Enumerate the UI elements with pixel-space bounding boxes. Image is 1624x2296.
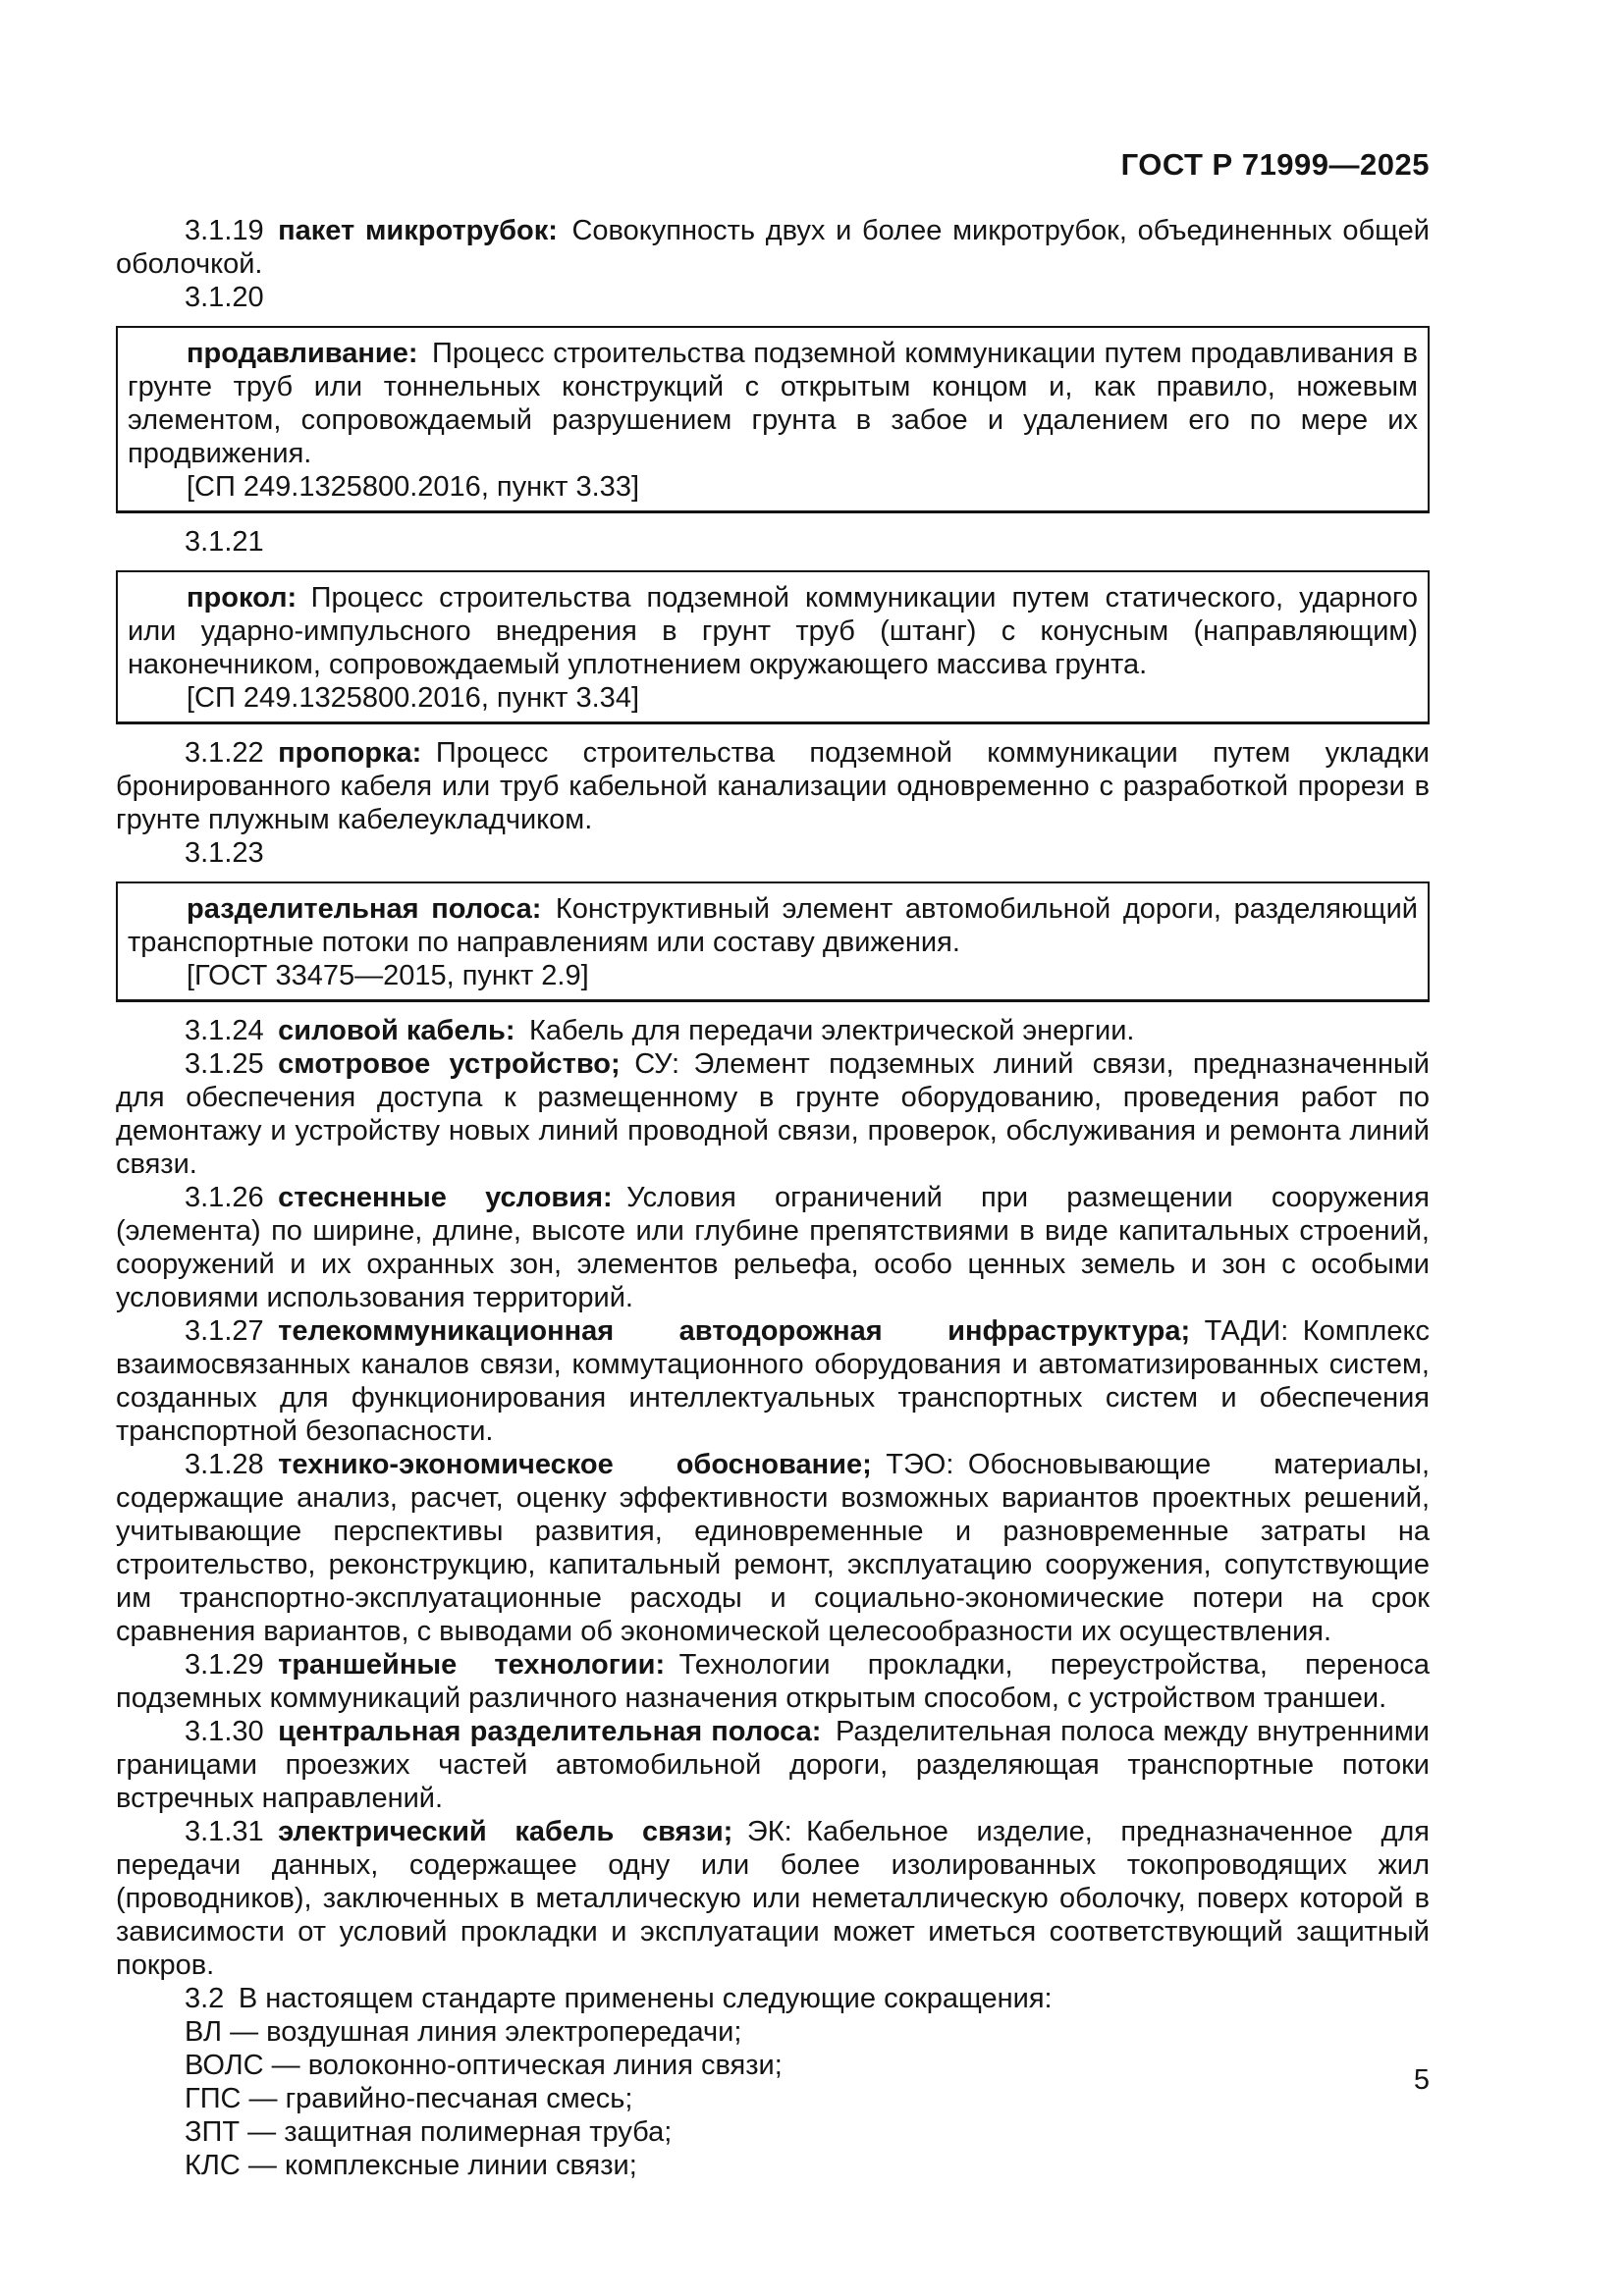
term-bold: траншейные технологии: [278, 1649, 666, 1681]
page-number: 5 [1413, 2064, 1430, 2096]
text-run: 3.1.28 [185, 1449, 279, 1480]
clause-3-1-28 [116, 1448, 1430, 1648]
abbreviation-vols [116, 2049, 1430, 2082]
clause-3-1-19 [116, 214, 1430, 281]
term-bold: пропорка: [278, 737, 422, 769]
text-run: 3.1.24 [185, 1015, 279, 1046]
definition-box-prodavlivanie [116, 326, 1430, 513]
clause-3-1-29 [116, 1648, 1430, 1715]
text-run: Конструктивный элемент автомобильной дороги, разделяющий транспортные потоки по направлениям или составу движения. [128, 893, 1418, 958]
clause-3-1-27 [116, 1314, 1430, 1448]
definition-text [128, 581, 1418, 681]
text-run: ВОЛС — волоконно-оптическая линия связи; [185, 2050, 783, 2081]
term-bold: центральная разделительная полоса: [278, 1716, 822, 1747]
definition-source [128, 959, 1418, 992]
clause-3-1-24 [116, 1014, 1430, 1047]
definition-text [128, 892, 1418, 959]
text-run: 3.2 В настоящем стандарте применены следующие сокращения: [185, 1983, 1053, 2014]
text-run: ГПС — гравийно-песчаная смесь; [185, 2083, 633, 2114]
text-run: Кабель для передачи электрической энергии. [514, 1015, 1135, 1046]
definition-box-razdelitelnaya-polosa [116, 881, 1430, 1002]
abbreviation-kls [116, 2149, 1430, 2182]
term-bold: пакет микротрубок: [278, 215, 558, 246]
term-bold: технико-экономическое обоснование; [278, 1449, 872, 1480]
clause-3-1-30 [116, 1715, 1430, 1815]
text-run: Совокупность двух и более микротрубок, объединенных общей оболочкой. [116, 215, 1430, 280]
term-bold: прокол: [187, 582, 298, 614]
text-run: ТАДИ: Комплекс взаимосвязанных каналов связи, коммутационного оборудования и автоматизированных систем, созданных для функционирования интеллектуальных транспортных систем и обеспечения транспортной безопасности. [116, 1315, 1430, 1447]
definition-source [128, 470, 1418, 504]
text-run: 3.1.21 [185, 526, 264, 558]
text-run: [СП 249.1325800.2016, пункт 3.34] [187, 682, 639, 714]
definition-box-prokol [116, 570, 1430, 724]
clause-3-1-20 [116, 281, 1430, 314]
text-run: 3.1.20 [185, 282, 264, 313]
text-run: [ГОСТ 33475—2015, пункт 2.9] [187, 960, 589, 991]
text-run: 3.1.27 [185, 1315, 279, 1347]
text-run: 3.1.30 [185, 1716, 279, 1747]
clause-3-1-23 [116, 836, 1430, 870]
definition-text [128, 337, 1418, 470]
clauses-container [116, 214, 1430, 2182]
text-run: 3.1.29 [185, 1649, 279, 1681]
term-bold: стесненные условия: [278, 1182, 613, 1213]
clause-3-2 [116, 1982, 1430, 2015]
text-run: Разделительная полоса между внутренними границами проезжих частей автомобильной дороги, разделяющая транспортные потоки встречных направлений. [116, 1716, 1430, 1814]
text-run: СУ: Элемент подземных линий связи, предназначенный для обеспечения доступа к размещенному в грунте оборудованию, проведения работ по демонтажу и устройству новых линий проводной связи, проверок, обслуживания и ремонта линий связи. [116, 1048, 1431, 1180]
text-run: ВЛ — воздушная линия электропередачи; [185, 2016, 742, 2048]
term-bold: телекоммуникационная автодорожная инфраструктура; [278, 1315, 1191, 1347]
definition-source [128, 681, 1418, 715]
text-run: Технологии прокладки, переустройства, переноса подземных коммуникаций различного назначения открытым способом, с устройством траншеи. [116, 1649, 1430, 1714]
text-run: Условия ограничений при размещении сооружения (элемента) по ширине, длине, высоте или глубине препятствиями в виде капитальных строений, сооружений и их охранных зон, элементов рельефа, особо ценных земель и зон с особыми условиями использования территорий. [116, 1182, 1431, 1313]
term-bold: силовой кабель: [278, 1015, 515, 1046]
text-run: [СП 249.1325800.2016, пункт 3.33] [187, 471, 639, 503]
clause-3-1-31 [116, 1815, 1430, 1982]
document-content [116, 147, 1430, 2182]
text-run: ЗПТ — защитная полимерная труба; [185, 2116, 673, 2148]
term-bold: продавливание: [187, 338, 418, 369]
text-run: 3.1.23 [185, 837, 264, 869]
text-run: Процесс строительства подземной коммуникации путем статического, ударного или ударно-импульсного внедрения в грунт труб (штанг) с конусным (направляющим) наконечником, сопровождаемый уплотнением окружающего массива грунта. [128, 582, 1418, 680]
abbreviation-vl [116, 2015, 1430, 2049]
abbreviation-gps [116, 2082, 1430, 2115]
term-bold: разделительная полоса: [187, 893, 542, 925]
text-run: 3.1.25 [185, 1048, 279, 1080]
text-run: ТЭО: Обосновывающие материалы, содержащие анализ, расчет, оценку эффективности возможных вариантов проектных решений, учитывающие перспективы развития, единовременные и разновременные затраты на строительство, реконструкцию, капитальный ремонт, эксплуатацию сооружения, сопутствующие им транспортно-эксплуатационные расходы и социально-экономические потери на срок сравнения вариантов, с выводами об экономической целесообразности их осуществления. [116, 1449, 1430, 1647]
term-bold: смотровое устройство; [278, 1048, 621, 1080]
term-bold: электрический кабель связи; [278, 1816, 733, 1847]
text-run: ЭК: Кабельное изделие, предназначенное для передачи данных, содержащее одну или более изолированных токопроводящих жил (проводников), заключенных в металлическую или неметаллическую оболочку, поверх которой в зависимости от условий прокладки и эксплуатации может иметься соответствующий защитный покров. [116, 1816, 1430, 1981]
abbreviation-zpt [116, 2115, 1430, 2149]
standard-designation-header: ГОСТ Р 71999—2025 [1120, 147, 1430, 182]
text-run: КЛС — комплексные линии связи; [185, 2150, 637, 2181]
clause-3-1-21 [116, 525, 1430, 559]
text-run: Процесс строительства подземной коммуникации путем продавливания в грунте труб или тоннельных конструкций с открытым концом и, как правило, ножевым элементом, сопровождаемый разрушением грунта в забое и удалением его по мере их продвижения. [128, 338, 1418, 469]
clause-3-1-22 [116, 736, 1430, 836]
text-run: 3.1.19 [185, 215, 279, 246]
text-run: 3.1.22 [185, 737, 279, 769]
text-run: Процесс строительства подземной коммуникации путем укладки бронированного кабеля или труб кабельной канализации одновременно с разработкой прорези в грунте плужным кабелеукладчиком. [116, 737, 1430, 835]
clause-3-1-26 [116, 1181, 1430, 1314]
text-run: 3.1.31 [185, 1816, 279, 1847]
clause-3-1-25 [116, 1047, 1430, 1181]
text-run: 3.1.26 [185, 1182, 279, 1213]
